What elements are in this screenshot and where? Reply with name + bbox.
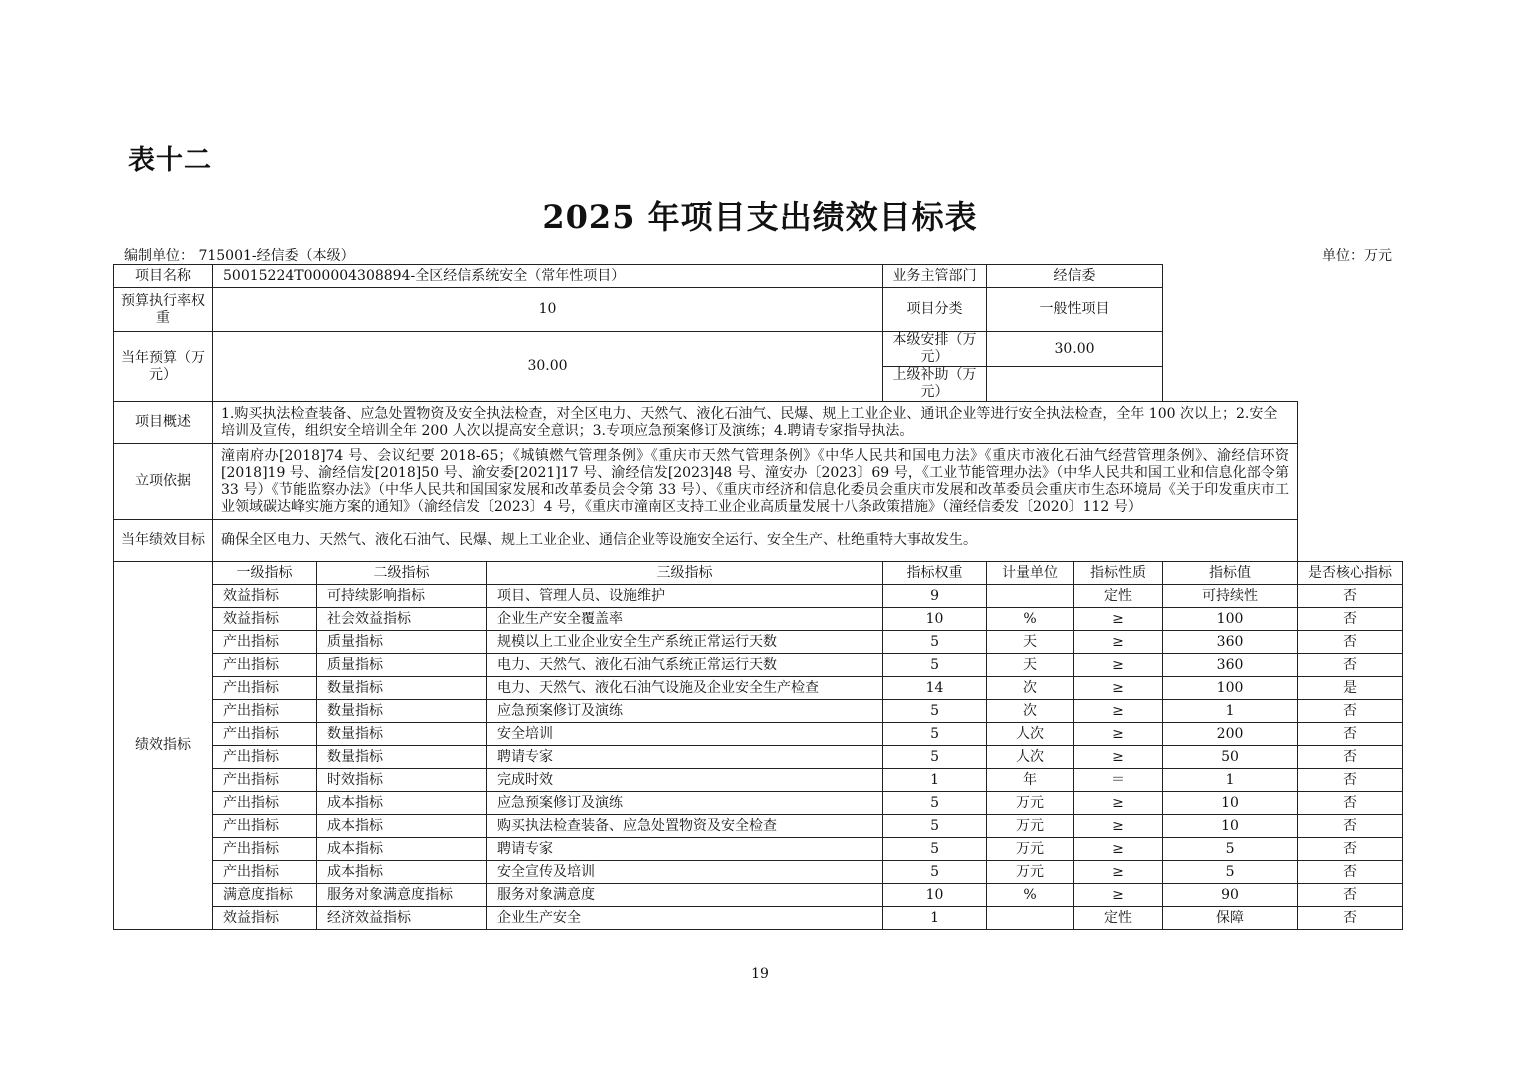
- indicator-row: [114, 723, 1403, 746]
- performance-target-table: [113, 264, 1403, 930]
- dept-value: 经信委: [987, 265, 1163, 288]
- summary-text: 1.购买执法检查装备、应急处置物资及安全执法检查，对全区电力、天然气、液化石油气、民爆、规上工业企业、通讯企业等进行安全执法检查，全年 100 次以上；2.安全培训及宣传，组织安全培训全年 200 人次以提高安全意识；3.专项应急预案修订及演练；4.聘请专家指导执法。: [213, 402, 1298, 444]
- compiler-unit: 编制单位： 715001-经信委（本级）: [124, 248, 355, 264]
- dept-label: 业务主管部门: [883, 265, 987, 288]
- indicator-cell: 安全宣传及培训: [487, 861, 883, 884]
- basis-label: 立项依据: [114, 444, 213, 520]
- indicator-cell: 效益指标: [213, 585, 317, 608]
- exec-weight-value: 10: [213, 288, 883, 332]
- indicator-cell: ≥: [1074, 631, 1163, 654]
- indicator-cell: 天: [987, 631, 1074, 654]
- project-name-value: 50015224T000004308894-全区经信系统安全（常年性项目）: [213, 265, 883, 288]
- indicator-cell: 电力、天然气、液化石油气设施及企业安全生产检查: [487, 677, 883, 700]
- indicator-cell: 万元: [987, 815, 1074, 838]
- indicator-header-cell: 指标性质: [1074, 562, 1163, 585]
- row-summary: [114, 402, 1403, 444]
- row-exec-weight: [114, 288, 1403, 332]
- indicator-cell: 5: [883, 631, 987, 654]
- indicator-cell: 次: [987, 677, 1074, 700]
- indicator-cell: 万元: [987, 861, 1074, 884]
- indicator-header-row: [114, 562, 1403, 585]
- indicator-cell: 成本指标: [317, 792, 487, 815]
- indicator-cell: ≥: [1074, 838, 1163, 861]
- indicator-header-cell: 一级指标: [213, 562, 317, 585]
- indicator-cell: 否: [1298, 585, 1403, 608]
- indicator-cell: %: [987, 608, 1074, 631]
- indicator-cell: ≥: [1074, 792, 1163, 815]
- indicator-cell: 聘请专家: [487, 746, 883, 769]
- indicator-cell: ≥: [1074, 677, 1163, 700]
- indicator-row: [114, 769, 1403, 792]
- exec-weight-label: 预算执行率权重: [114, 288, 213, 332]
- category-label: 项目分类: [883, 288, 987, 332]
- page-number: 19: [751, 966, 769, 982]
- indicator-cell: 购买执法检查装备、应急处置物资及安全检查: [487, 815, 883, 838]
- indicator-cell: 数量指标: [317, 723, 487, 746]
- indicator-row: [114, 631, 1403, 654]
- indicator-cell: 10: [883, 608, 987, 631]
- indicator-cell: 5: [1163, 838, 1298, 861]
- indicator-cell: 产出指标: [213, 746, 317, 769]
- indicator-cell: 万元: [987, 792, 1074, 815]
- indicator-cell: 产出指标: [213, 815, 317, 838]
- indicator-cell: 人次: [987, 746, 1074, 769]
- currency-unit: 单位：万元: [1322, 248, 1392, 264]
- indicator-cell: 200: [1163, 723, 1298, 746]
- indicator-cell: 产出指标: [213, 723, 317, 746]
- indicator-cell: 产出指标: [213, 631, 317, 654]
- goal-label: 当年绩效目标: [114, 520, 213, 562]
- indicator-header-cell: 三级指标: [487, 562, 883, 585]
- indicator-cell: 100: [1163, 677, 1298, 700]
- indicator-cell: 50: [1163, 746, 1298, 769]
- indicator-cell: 定性: [1074, 907, 1163, 930]
- indicator-cell: 14: [883, 677, 987, 700]
- row-project-name: [114, 265, 1403, 288]
- indicator-cell: 企业生产安全覆盖率: [487, 608, 883, 631]
- indicator-cell: 是: [1298, 677, 1403, 700]
- indicator-cell: 年: [987, 769, 1074, 792]
- indicator-cell: 次: [987, 700, 1074, 723]
- indicator-row: [114, 700, 1403, 723]
- indicator-cell: 10: [1163, 792, 1298, 815]
- indicator-cell: 成本指标: [317, 815, 487, 838]
- indicator-cell: 360: [1163, 631, 1298, 654]
- basis-text: 潼南府办[2018]74 号、会议纪要 2018-65；《城镇燃气管理条例》《重庆市天然气管理条例》《中华人民共和国电力法》《重庆市液化石油气经营管理条例》、渝经信环资[2018]19 号、渝经信发[2018]50 号、渝安委[2021]17 号、渝经信发[2023]48 号、潼安办〔2023〕69 号，《工业节能管理办法》（中华人民共和国工业和信息化部令第 33 号）《节能监察办法》（中华人民共和国国家发展和改革委员会令第 33 号）、《重庆市经济和信息化委员会重庆市发展和改革委员会重庆市生态环境局《关于印发重庆市工业领域碳达峰实施方案的通知》（渝经信发〔2023〕4 号，《重庆市潼南区支持工业企业高质量发展十八条政策措施》（潼经信委发〔2020〕112 号）: [213, 444, 1298, 520]
- indicator-cell: 否: [1298, 700, 1403, 723]
- indicator-cell: 5: [883, 723, 987, 746]
- indicator-cell: 数量指标: [317, 700, 487, 723]
- indicator-row: [114, 838, 1403, 861]
- indicator-cell: 5: [883, 861, 987, 884]
- indicator-cell: 10: [883, 884, 987, 907]
- indicator-cell: 时效指标: [317, 769, 487, 792]
- indicator-cell: 否: [1298, 769, 1403, 792]
- project-name-label: 项目名称: [114, 265, 213, 288]
- indicator-cell: 否: [1298, 792, 1403, 815]
- indicator-cell: 聘请专家: [487, 838, 883, 861]
- indicator-row: [114, 907, 1403, 930]
- indicator-cell: 定性: [1074, 585, 1163, 608]
- indicator-cell: 数量指标: [317, 746, 487, 769]
- indicator-cell: 产出指标: [213, 838, 317, 861]
- indicator-cell: 产出指标: [213, 792, 317, 815]
- indicator-row: [114, 884, 1403, 907]
- indicator-cell: 否: [1298, 746, 1403, 769]
- indicator-cell: 5: [883, 746, 987, 769]
- indicator-cell: 电力、天然气、液化石油气系统正常运行天数: [487, 654, 883, 677]
- indicator-cell: 否: [1298, 861, 1403, 884]
- document-title: 2025 年项目支出绩效目标表: [542, 198, 978, 236]
- indicator-cell: 1: [1163, 700, 1298, 723]
- indicator-cell: 5: [883, 654, 987, 677]
- indicator-cell: 成本指标: [317, 838, 487, 861]
- indicator-cell: 1: [883, 907, 987, 930]
- indicator-cell: 应急预案修订及演练: [487, 700, 883, 723]
- goal-text: 确保全区电力、天然气、液化石油气、民爆、规上工业企业、通信企业等设施安全运行、安全生产、杜绝重特大事故发生。: [213, 520, 1298, 562]
- budget-value: 30.00: [213, 332, 883, 402]
- indicator-cell: 效益指标: [213, 907, 317, 930]
- indicator-cell: 安全培训: [487, 723, 883, 746]
- indicator-cell: 5: [883, 792, 987, 815]
- indicator-cell: 满意度指标: [213, 884, 317, 907]
- indicator-row: [114, 861, 1403, 884]
- indicator-cell: 服务对象满意度: [487, 884, 883, 907]
- indicator-cell: ≥: [1074, 608, 1163, 631]
- indicator-header-cell: 指标值: [1163, 562, 1298, 585]
- indicator-row: [114, 815, 1403, 838]
- indicator-row: [114, 585, 1403, 608]
- indicator-cell: 9: [883, 585, 987, 608]
- indicator-cell: 否: [1298, 654, 1403, 677]
- indicator-cell: 5: [883, 815, 987, 838]
- indicator-cell: 否: [1298, 631, 1403, 654]
- indicator-cell: 应急预案修订及演练: [487, 792, 883, 815]
- indicator-cell: 万元: [987, 838, 1074, 861]
- indicator-cell: 产出指标: [213, 700, 317, 723]
- table-label: 表十二: [128, 145, 212, 176]
- indicator-row: [114, 677, 1403, 700]
- indicator-cell: ≥: [1074, 861, 1163, 884]
- indicator-cell: 可持续影响指标: [317, 585, 487, 608]
- indicator-cell: 企业生产安全: [487, 907, 883, 930]
- indicator-cell: 5: [883, 838, 987, 861]
- indicator-cell: ≥: [1074, 884, 1163, 907]
- indicator-cell: 否: [1298, 838, 1403, 861]
- indicator-row: [114, 792, 1403, 815]
- indicator-cell: 项目、管理人员、设施维护: [487, 585, 883, 608]
- indicator-row: [114, 654, 1403, 677]
- indicator-cell: 天: [987, 654, 1074, 677]
- indicator-cell: ≥: [1074, 815, 1163, 838]
- indicator-cell: ＝: [1074, 769, 1163, 792]
- indicator-cell: 产出指标: [213, 677, 317, 700]
- indicator-cell: 360: [1163, 654, 1298, 677]
- indicator-cell: %: [987, 884, 1074, 907]
- indicator-cell: 10: [1163, 815, 1298, 838]
- indicator-row: [114, 746, 1403, 769]
- indicator-cell: 产出指标: [213, 769, 317, 792]
- indicator-cell: [987, 585, 1074, 608]
- indicator-cell: 否: [1298, 907, 1403, 930]
- local-value: 30.00: [987, 332, 1163, 367]
- local-label: 本级安排（万元）: [883, 332, 987, 367]
- indicator-cell: ≥: [1074, 723, 1163, 746]
- indicator-cell: 否: [1298, 723, 1403, 746]
- row-basis: [114, 444, 1403, 520]
- indicator-cell: 产出指标: [213, 861, 317, 884]
- indicator-header-cell: 计量单位: [987, 562, 1074, 585]
- subsidy-value: [987, 367, 1163, 402]
- indicator-cell: 产出指标: [213, 654, 317, 677]
- indicator-cell: ≥: [1074, 654, 1163, 677]
- indicator-header-cell: 二级指标: [317, 562, 487, 585]
- indicator-cell: 社会效益指标: [317, 608, 487, 631]
- indicator-cell: 质量指标: [317, 654, 487, 677]
- indicator-cell: 服务对象满意度指标: [317, 884, 487, 907]
- row-budget-local: [114, 332, 1403, 367]
- indicator-cell: 数量指标: [317, 677, 487, 700]
- indicator-cell: 人次: [987, 723, 1074, 746]
- indicator-cell: 效益指标: [213, 608, 317, 631]
- indicator-cell: 1: [883, 769, 987, 792]
- indicator-cell: 保障: [1163, 907, 1298, 930]
- indicator-header-cell: 指标权重: [883, 562, 987, 585]
- budget-label: 当年预算（万元）: [114, 332, 213, 402]
- indicator-cell: ≥: [1074, 700, 1163, 723]
- subsidy-label: 上级补助（万元）: [883, 367, 987, 402]
- indicator-cell: 5: [1163, 861, 1298, 884]
- indicator-cell: 否: [1298, 884, 1403, 907]
- indicator-cell: ≥: [1074, 746, 1163, 769]
- indicator-cell: 质量指标: [317, 631, 487, 654]
- category-value: 一般性项目: [987, 288, 1163, 332]
- indicator-header-cell: 是否核心指标: [1298, 562, 1403, 585]
- indicator-cell: 100: [1163, 608, 1298, 631]
- row-goal: [114, 520, 1403, 562]
- indicator-row: [114, 608, 1403, 631]
- indicator-cell: 90: [1163, 884, 1298, 907]
- indicator-cell: 规模以上工业企业安全生产系统正常运行天数: [487, 631, 883, 654]
- indicator-cell: 完成时效: [487, 769, 883, 792]
- indicator-cell: 1: [1163, 769, 1298, 792]
- indicator-cell: 否: [1298, 608, 1403, 631]
- indicator-cell: 成本指标: [317, 861, 487, 884]
- indicator-cell: [987, 907, 1074, 930]
- indicator-cell: 可持续性: [1163, 585, 1298, 608]
- indicator-cell: 5: [883, 700, 987, 723]
- summary-label: 项目概述: [114, 402, 213, 444]
- indicator-cell: 经济效益指标: [317, 907, 487, 930]
- indicator-cell: 否: [1298, 815, 1403, 838]
- indicators-label: 绩效指标: [114, 562, 213, 930]
